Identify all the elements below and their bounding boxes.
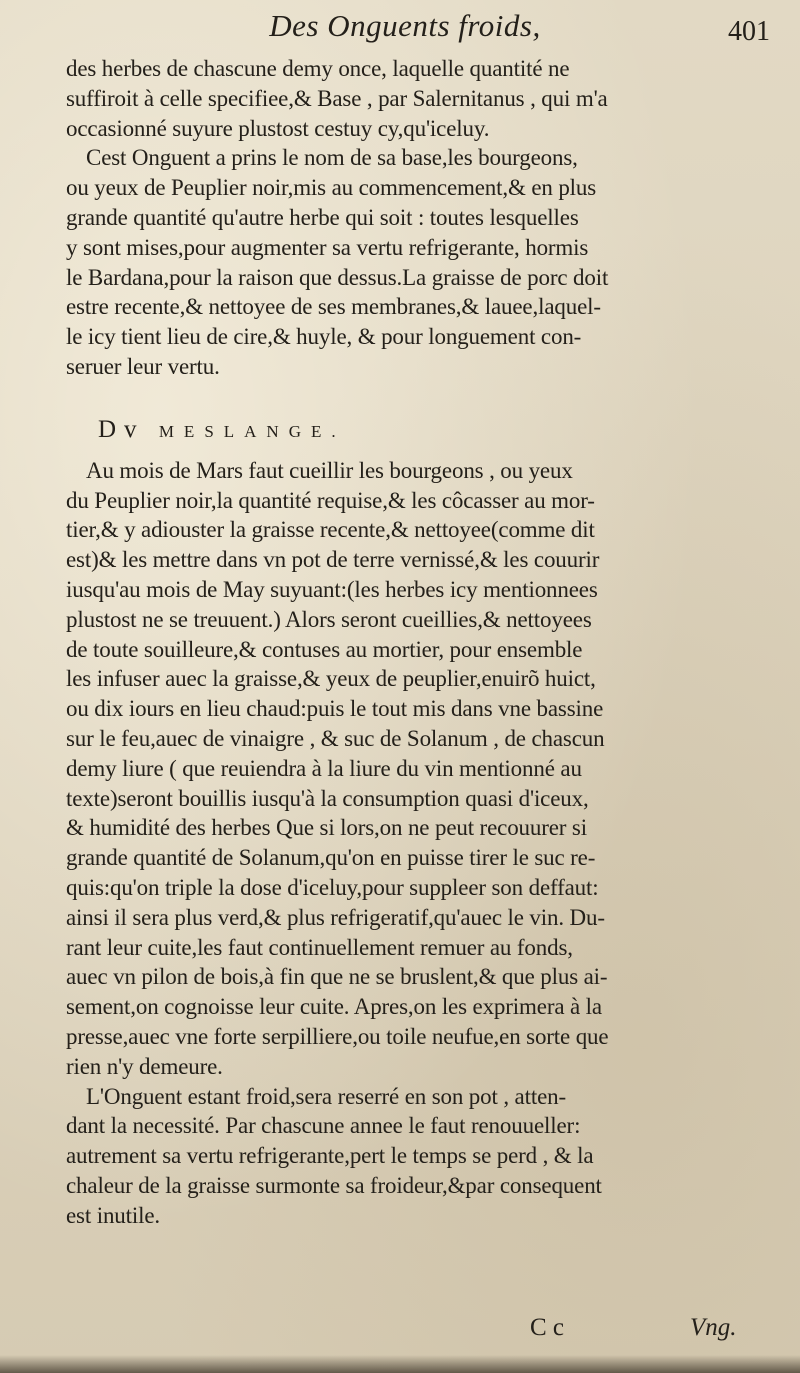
text-line: autrement sa vertu refrigerante,pert le temps se perd , & la: [66, 1143, 594, 1169]
text-line: ainsi il sera plus verd,& plus refrigeratif,qu'auec le vin. Du-: [66, 904, 605, 930]
section-heading: [0, 404, 800, 456]
text-line: y sont mises,pour augmenter sa vertu refrigerante, hormis: [66, 234, 589, 260]
text-line: sur le feu,auec de vinaigre , & suc de Solanum , de chascun: [66, 725, 605, 751]
text-line: presse,auec vne forte serpilliere,ou toile neufue,en sorte que: [66, 1023, 609, 1049]
text-line: le Bardana,pour la raison que dessus.La graisse de porc doit: [66, 264, 609, 290]
text-line: plustost ne se treuuent.) Alors seront cueillies,& nettoyees: [66, 606, 592, 632]
section-heading-rest: MESLANGE.: [158, 421, 346, 441]
text-line: Cest Onguent a prins le nom de sa base,les bourgeons,: [86, 145, 578, 171]
spacer: [0, 382, 800, 404]
text-line: L'Onguent estant froid,sera reserré en son pot , atten-: [86, 1083, 566, 1109]
text-line: iusqu'au mois de May suyuant:(les herbes icy mentionnees: [66, 576, 598, 602]
section-heading-initial: Dv: [98, 415, 145, 443]
text-line: ou dix iours en lieu chaud:puis le tout mis dans vne bassine: [66, 696, 604, 722]
text-line: quis:qu'on triple la dose d'iceluy,pour suppleer son deffaut:: [66, 874, 599, 900]
text-line: est)& les mettre dans vn pot de terre vernissé,& les couurir: [66, 547, 600, 573]
text-line: le icy tient lieu de cire,& huyle, & pour longuement con-: [66, 324, 582, 350]
text-line: les infuser auec la graisse,& yeux de peuplier,enuirõ huict,: [66, 666, 596, 692]
text-line: auec vn pilon de bois,à fin que ne se bruslent,& que plus ai-: [66, 964, 608, 990]
text-line: Au mois de Mars faut cueillir les bourgeons , ou yeux: [86, 457, 573, 483]
page-edge-shadow: [0, 1355, 800, 1373]
text-line: & humidité des herbes Que si lors,on ne peut recouurer si: [66, 815, 587, 841]
text-line: chaleur de la graisse surmonte sa froideur,&par consequent: [66, 1172, 602, 1198]
text-line: occasionné suyure plustost cestuy cy,qu'iceluy.: [66, 115, 490, 141]
text-line: rien n'y demeure.: [66, 1053, 223, 1079]
running-title: Des Onguents froids,: [269, 8, 541, 43]
text-line: tier,& y adiouster la graisse recente,& nettoyee(comme dit: [66, 517, 595, 543]
text-line: texte)seront bouillis iusqu'à la consumption quasi d'iceux,: [66, 785, 589, 811]
page-header: [40, 8, 770, 54]
text-line: demy liure ( que reuiendra à la liure du vin mentionné au: [66, 755, 582, 781]
page-footer: [0, 1314, 800, 1348]
text-line: suffiroit à celle specifiee,& Base , par Salernitanus , qui m'a: [66, 85, 608, 111]
text-line: estre recente,& nettoyee de ses membranes,& lauee,laquel-: [66, 294, 601, 320]
text-line: dant la necessité. Par chascune annee le faut renouueller:: [66, 1113, 581, 1139]
text-line: rant leur cuite,les faut continuellement remuer au fonds,: [66, 934, 573, 960]
text-line: grande quantité qu'autre herbe qui soit : toutes lesquelles: [66, 204, 579, 230]
text-line: est inutile.: [66, 1202, 161, 1228]
text-line: du Peuplier noir,la quantité requise,& les côcasser au mor-: [66, 487, 595, 513]
page-number: 401: [728, 16, 770, 47]
text-line: ou yeux de Peuplier noir,mis au commencement,& en plus: [66, 175, 597, 201]
text-line: des herbes de chascune demy once, laquelle quantité ne: [66, 56, 570, 81]
text-line: de toute souilleure,& contuses au mortier, pour ensemble: [66, 636, 583, 662]
signature-mark: C c: [530, 1314, 565, 1341]
catchword: Vng.: [690, 1314, 737, 1341]
text-line: seruer leur vertu.: [66, 353, 220, 379]
text-line: sement,on cognoisse leur cuite. Apres,on les exprimera à la: [66, 994, 602, 1020]
text-block: [0, 54, 800, 1230]
text-line: grande quantité de Solanum,qu'on en puisse tirer le suc re-: [66, 845, 596, 871]
